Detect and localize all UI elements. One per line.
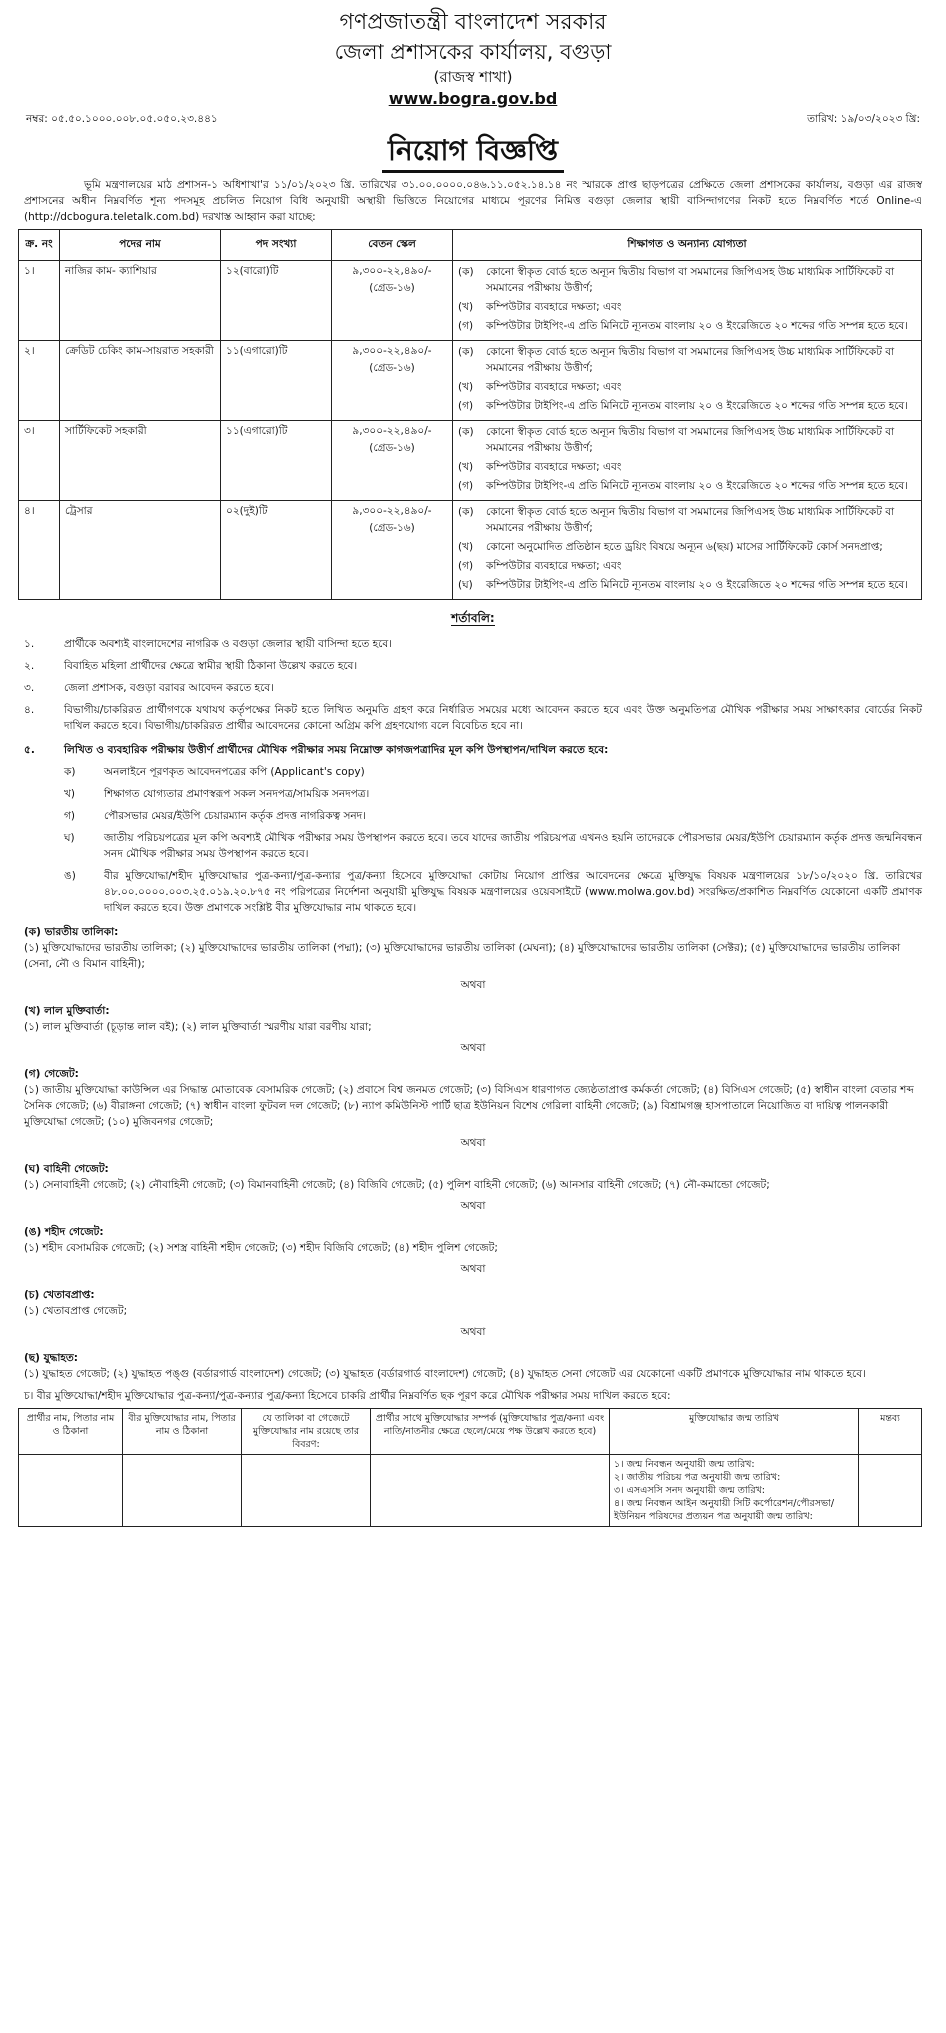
term-number: ২.	[24, 660, 35, 672]
terms-title: শর্তাবলি:	[451, 611, 495, 625]
qualification-key: (ক)	[458, 266, 474, 278]
form-col-applicant: প্রার্থীর নাম, পিতার নাম ও ঠিকানা	[19, 1409, 123, 1455]
col-post: পদের নাম	[60, 230, 221, 261]
evidence-group-title: (ঘ) বাহিনী গেজেট:	[24, 1163, 109, 1175]
document-text: জাতীয় পরিচয়পত্রের মূল কপি অবশ্যই মৌখিক পরীক্ষার সময় উপস্থাপন করতে হবে। তবে যাদের জাতীয় পরিচয়পত্র এখনও হয়নি তাদেরকে পৌরসভার মেয়র/ইউপি চেয়ারম্যান কর্তৃক প্রদত্ত জন্মনিবন্ধন সনদ মৌখিক পরীক্ষার সময় উপস্থাপন করতে হবে।	[104, 832, 922, 860]
qualification-item	[458, 558, 916, 574]
post-scale	[332, 501, 453, 600]
pay-scale: ৯,৩০০-২২,৪৯০/-	[352, 425, 432, 437]
document-key: গ)	[64, 810, 75, 822]
qualification-text: কম্পিউটার ব্যবহারে দক্ষতা; এবং	[486, 560, 622, 572]
qualification-list	[458, 264, 916, 334]
term-item	[24, 702, 922, 734]
qualification-text: কম্পিউটার ব্যবহারে দক্ষতা; এবং	[486, 381, 622, 393]
form-cell-dob	[610, 1455, 859, 1527]
qualification-key: (খ)	[458, 541, 474, 553]
dob-item: ৩। এসএসসি সনদ অনুযায়ী জন্ম তারিখ:	[614, 1485, 766, 1496]
post-count: ১২(বারো)টি	[221, 261, 332, 341]
memo-number: নম্বর: ০৫.৫০.১০০০.০০৮.০৫.০৫০.২৩.৪৪১	[26, 113, 218, 125]
qualification-item	[458, 299, 916, 315]
evidence-group-title: (খ) লাল মুক্তিবার্তা:	[24, 1005, 110, 1017]
document-key: ঘ)	[64, 832, 75, 844]
qualification-text: কোনো স্বীকৃত বোর্ড হতে অন্যূন দ্বিতীয় বিভাগ বা সমমানের জিপিএসহ উচ্চ মাধ্যমিক সার্টিফিকেট বা সমমানের পরীক্ষায় উত্তীর্ণ;	[486, 266, 895, 294]
evidence-group	[14, 1287, 932, 1319]
qualification-item	[458, 424, 916, 456]
evidence-group-text: (১) সেনাবাহিনী গেজেট; (২) নৌবাহিনী গেজেট; (৩) বিমানবাহিনী গেজেট; (৪) বিজিবি গেজেট; (৫) পুলিশ বাহিনী গেজেট; (৬) আনসার বাহিনী গেজেট; (৭) নৌ-কমান্ডো গেজেট;	[24, 1179, 770, 1191]
post-scale	[332, 421, 453, 501]
term-number: ৪.	[24, 704, 35, 716]
terms-list	[14, 636, 932, 916]
form-cell-fighter[interactable]	[123, 1455, 242, 1527]
post-serial: ৪।	[19, 501, 60, 600]
or-separator: অথবা	[460, 979, 486, 991]
post-scale	[332, 261, 453, 341]
post-count: ১১(এগারো)টি	[221, 421, 332, 501]
form-cell-list[interactable]	[242, 1455, 371, 1527]
form-cell-applicant[interactable]	[19, 1455, 123, 1527]
posts-table-header	[19, 230, 922, 261]
post-name: ট্রেসার	[60, 501, 221, 600]
evidence-group	[14, 924, 932, 972]
qualification-list	[458, 504, 916, 593]
post-count: ১১(এগারো)টি	[221, 341, 332, 421]
post-qualifications	[453, 501, 922, 600]
or-separator: অথবা	[460, 1200, 486, 1212]
document-text: পৌরসভার মেয়র/ইউপি চেয়ারম্যান কর্তৃক প্রদত্ত নাগরিকত্ব সনদ।	[104, 810, 366, 822]
post-serial: ২।	[19, 341, 60, 421]
qualification-key: (খ)	[458, 381, 474, 393]
document-item	[64, 764, 922, 780]
post-name: নাজির কাম- ক্যাশিয়ার	[60, 261, 221, 341]
notice-page	[14, 8, 932, 1527]
term-5: ৫. লিখিত ও ব্যবহারিক পরীক্ষায় উত্তীর্ণ প্রার্থীদের মৌখিক পরীক্ষার সময় নিম্নোক্ত কাগজপত্রাদির মূল কপি উপস্থাপন/দাখিল করতে হবে:	[24, 744, 609, 756]
evidence-group-text: (১) লাল মুক্তিবার্তা (চূড়ান্ত লাল বই); (২) লাল মুক্তিবার্তা স্মরণীয় যারা বরণীয় যারা;	[24, 1021, 372, 1033]
evidence-group	[14, 1350, 932, 1382]
pay-grade: (গ্রেড-১৬)	[369, 522, 415, 534]
qualification-text: কোনো স্বীকৃত বোর্ড হতে অন্যূন দ্বিতীয় বিভাগ বা সমমানের জিপিএসহ উচ্চ মাধ্যমিক সার্টিফিকেট বা সমমানের পরীক্ষায় উত্তীর্ণ;	[486, 506, 895, 534]
letterhead	[14, 8, 932, 110]
qualification-item	[458, 398, 916, 414]
post-row	[19, 261, 922, 341]
qualification-text: কম্পিউটার টাইপিং-এ প্রতি মিনিটে ন্যূনতম বাংলায় ২০ ও ইংরেজিতে ২০ শব্দের গতি সম্পন্ন হতে হবে।	[486, 400, 909, 412]
post-count: ০২(দুই)টি	[221, 501, 332, 600]
qualification-item	[458, 379, 916, 395]
form-col-list: যে তালিকা বা গেজেটে মুক্তিযোদ্ধার নাম রয়েছে তার বিবরণ:	[242, 1409, 371, 1455]
form-col-relation: প্রার্থীর সাথে মুক্তিযোদ্ধার সম্পর্ক (মুক্তিযোদ্ধার পুত্র/কন্যা এবং নাতি/নাতনীর ক্ষেত্রে ছেলে/মেয়ে পক্ষ উল্লেখ করতে হবে)	[371, 1409, 610, 1455]
pay-grade: (গ্রেড-১৬)	[369, 362, 415, 374]
document-item	[64, 786, 922, 802]
evidence-group-title: (চ) খেতাবপ্রাপ্ত:	[24, 1289, 95, 1301]
qualification-item	[458, 264, 916, 296]
term-number: ১.	[24, 638, 35, 650]
qualification-key: (ঘ)	[458, 579, 473, 591]
form-cell-relation[interactable]	[371, 1455, 610, 1527]
dob-item: ৪। জন্ম নিবন্ধন আইন অনুযায়ী সিটি কর্পোরেশন/পৌরসভা/ইউনিয়ন পরিষদের প্রত্যয়ন পত্র অনুযায়ী জন্ম তারিখ:	[614, 1498, 835, 1522]
notice-title: নিয়োগ বিজ্ঞপ্তি	[14, 132, 932, 173]
col-serial: ক্র. নং	[19, 230, 60, 261]
or-separator: অথবা	[460, 1042, 486, 1054]
post-scale	[332, 341, 453, 421]
evidence-group-text: (১) খেতাবপ্রাপ্ত গেজেট;	[24, 1305, 128, 1317]
document-key: খ)	[64, 788, 75, 800]
qualification-text: কম্পিউটার টাইপিং-এ প্রতি মিনিটে ন্যূনতম বাংলায় ২০ ও ইংরেজিতে ২০ শব্দের গতি সম্পন্ন হতে হবে।	[486, 320, 909, 332]
dob-item: ১। জন্ম নিবন্ধন অনুযায়ী জন্ম তারিখ:	[614, 1459, 755, 1470]
qualification-text: কম্পিউটার টাইপিং-এ প্রতি মিনিটে ন্যূনতম বাংলায় ২০ ও ইংরেজিতে ২০ শব্দের গতি সম্পন্ন হতে হবে।	[486, 579, 909, 591]
qualification-item	[458, 344, 916, 376]
post-name: সার্টিফিকেট সহকারী	[60, 421, 221, 501]
evidence-group	[14, 1161, 932, 1193]
post-qualifications	[453, 341, 922, 421]
branch-name: (রাজস্ব শাখা)	[433, 68, 513, 86]
qualification-key: (ক)	[458, 506, 474, 518]
qualification-item	[458, 577, 916, 593]
pay-grade: (গ্রেড-১৬)	[369, 442, 415, 454]
document-text: বীর মুক্তিযোদ্ধা/শহীদ মুক্তিযোদ্ধার পুত্র-কন্যা/পুত্র-কন্যার পুত্র/কন্যা হিসেবে মুক্তিযোদ্ধা কোটায় নিয়োগ প্রাপ্তির আবেদনের ক্ষেত্রে মুক্তিযুদ্ধ বিষয়ক মন্ত্রণালয়ের ১৮/১০/২০২০ খ্রি. তারিখের ৪৮.০০.০০০০.০০৩.২৫.০১৯.২০.৮৭৫ নং পরিপত্রের নির্দেশনা অনুযায়ী মুক্তিযুদ্ধ বিষয়ক মন্ত্রণালয়ের ওয়েবসাইটে (www.molwa.gov.bd) সংরক্ষিত/প্রকাশিত নিম্নবর্ণিত যেকোনো একটি প্রমাণক দাখিল করতে হবে। উক্ত প্রমাণকে সংশ্লিষ্ট বীর মুক্তিযোদ্ধার নাম থাকতে হবে।	[104, 870, 922, 914]
document-item	[64, 868, 922, 916]
evidence-group-text: (১) মুক্তিযোদ্ধাদের ভারতীয় তালিকা; (২) মুক্তিযোদ্ধাদের ভারতীয় তালিকা (পদ্মা); (৩) মুক্তিযোদ্ধাদের ভারতীয় তালিকা (মেঘনা); (৪) মুক্তিযোদ্ধাদের ভারতীয় তালিকা (সেক্টর); (৫) মুক্তিযোদ্ধাদের ভারতীয় তালিকা (সেনা, নৌ ও বিমান বাহিনী);	[24, 942, 901, 970]
qualification-text: কোনো স্বীকৃত বোর্ড হতে অন্যূন দ্বিতীয় বিভাগ বা সমমানের জিপিএসহ উচ্চ মাধ্যমিক সার্টিফিকেট বা সমমানের পরীক্ষায় উত্তীর্ণ;	[486, 426, 895, 454]
memo-date: তারিখ: ১৯/০৩/২০২৩ খ্রি:	[807, 113, 920, 125]
term-text: বিভাগীয়/চাকরিরত প্রার্থীগণকে যথাযথ কর্তৃপক্ষের নিকট হতে লিখিত অনুমতি গ্রহণ করে নির্ধারিত সময়ের মধ্যে আবেদন করতে হবে এবং উক্ত অনুমতিপত্র মৌখিক পরীক্ষার সময় সাক্ষাৎকার বোর্ডের নিকট দাখিল করতে হবে। বিভাগীয়/চাকরিরত প্রার্থীর আবেদনের কোনো অগ্রিম কপি গ্রহণযোগ্য বলে বিবেচিত হবে না।	[64, 704, 922, 732]
post-row	[19, 421, 922, 501]
memo-line	[14, 110, 932, 130]
or-separator: অথবা	[460, 1137, 486, 1149]
evidence-group-text: (১) যুদ্ধাহত গেজেট; (২) যুদ্ধাহত পঙ্গু (বর্ডারগার্ড বাংলাদেশ) গেজেট; (৩) যুদ্ধাহত (বর্ডারগার্ড বাংলাদেশ) গেজেট; (৪) যুদ্ধাহত সেনা গেজেট এর যেকোনো একটি প্রমাণকে মুক্তিযোদ্ধার নাম থাকতে হবে।	[24, 1368, 866, 1380]
evidence-group	[14, 1224, 932, 1256]
form-header-row	[19, 1409, 922, 1455]
post-qualifications	[453, 261, 922, 341]
qualification-text: কোনো স্বীকৃত বোর্ড হতে অন্যূন দ্বিতীয় বিভাগ বা সমমানের জিপিএসহ উচ্চ মাধ্যমিক সার্টিফিকেট বা সমমানের পরীক্ষায় উত্তীর্ণ;	[486, 346, 895, 374]
qualification-item	[458, 318, 916, 334]
post-name: ক্রেডিট চেকিং কাম-সায়রাত সহকারী	[60, 341, 221, 421]
evidence-group-title: (ঙ) শহীদ গেজেট:	[24, 1226, 104, 1238]
post-qualifications	[453, 421, 922, 501]
qualification-text: কোনো অনুমোদিত প্রতিষ্ঠান হতে ড্রয়িং বিষয়ে অন্যূন ৬(ছয়) মাসের সার্টিফিকেট কোর্স সনদপ্রাপ্ত;	[486, 541, 883, 553]
qualification-item	[458, 539, 916, 555]
or-separator: অথবা	[460, 1263, 486, 1275]
term-text: বিবাহিত মহিলা প্রার্থীদের ক্ষেত্রে স্বামীর স্থায়ী ঠিকানা উল্লেখ করতে হবে।	[64, 660, 358, 672]
form-col-remarks: মন্তব্য	[859, 1409, 922, 1455]
post-row	[19, 501, 922, 600]
form-col-fighter: বীর মুক্তিযোদ্ধার নাম, পিতার নাম ও ঠিকানা	[123, 1409, 242, 1455]
qualification-text: কম্পিউটার ব্যবহারে দক্ষতা; এবং	[486, 301, 622, 313]
col-qualification: শিক্ষাগত ও অন্যান্য যোগ্যতা	[453, 230, 922, 261]
office-name: জেলা প্রশাসকের কার্যালয়, বগুড়া	[334, 40, 612, 64]
qualification-key: (খ)	[458, 461, 474, 473]
evidence-group-title: (ছ) যুদ্ধাহত:	[24, 1352, 79, 1364]
dob-item: ২। জাতীয় পরিচয় পত্র অনুযায়ী জন্ম তারিখ:	[614, 1472, 781, 1483]
post-serial: ১।	[19, 261, 60, 341]
freedom-fighter-form-table	[18, 1408, 922, 1527]
term-text: জেলা প্রশাসক, বগুড়া বরাবর আবেদন করতে হবে।	[64, 682, 274, 694]
term-text: প্রার্থীকে অবশ্যই বাংলাদেশের নাগরিক ও বগুড়া জেলার স্থায়ী বাসিন্দা হতে হবে।	[64, 638, 392, 650]
document-text: অনলাইনে পূরণকৃত আবেদনপত্রের কপি (Applicant's copy)	[104, 766, 365, 778]
term-item	[24, 680, 922, 696]
document-item	[64, 808, 922, 824]
qualification-key: (ক)	[458, 426, 474, 438]
evidence-group-text: (১) জাতীয় মুক্তিযোদ্ধা কাউন্সিল এর সিদ্ধান্ত মোতাবেক বেসামরিক গেজেট; (২) প্রবাসে বিশ্ব জনমত গেজেট; (৩) বিসিএস ধারণাগত জ্যেষ্ঠতাপ্রাপ্ত কর্মকর্তা গেজেট; (৪) বিসিএস গেজেট; (৫) স্বাধীন বাংলা বেতার শব্দ সৈনিক গেজেট; (৬) বীরাঙ্গনা গেজেট; (৭) স্বাধীন বাংলা ফুটবল দল গেজেট; (৮) ন্যাপ কমিউনিস্ট পার্টি ছাত্র ইউনিয়ন বিশেষ গেরিলা বাহিনী গেজেট; (৯) বিশ্রামগঞ্জ হাসপাতালে নিয়োজিত বা দায়িত্ব পালনকারী মুক্তিযোদ্ধা গেজেট; (১০) মুজিবনগর গেজেট;	[24, 1084, 914, 1128]
pay-scale: ৯,৩০০-২২,৪৯০/-	[352, 345, 432, 357]
document-item	[64, 830, 922, 862]
qualification-item	[458, 504, 916, 536]
term-item	[24, 658, 922, 674]
qualification-list	[458, 344, 916, 414]
term-item	[24, 636, 922, 652]
qualification-list	[458, 424, 916, 494]
pay-scale: ৯,৩০০-২২,৪৯০/-	[352, 505, 432, 517]
pay-grade: (গ্রেড-১৬)	[369, 282, 415, 294]
post-row	[19, 341, 922, 421]
qualification-key: (খ)	[458, 301, 474, 313]
qualification-key: (গ)	[458, 400, 474, 412]
form-cell-remarks[interactable]	[859, 1455, 922, 1527]
evidence-group	[14, 1066, 932, 1130]
qualification-text: কম্পিউটার ব্যবহারে দক্ষতা; এবং	[486, 461, 622, 473]
evidence-group-text: (১) শহীদ বেসামরিক গেজেট; (২) সশস্ত্র বাহিনী শহীদ গেজেট; (৩) শহীদ বিজিবি গেজেট; (৪) শহীদ পুলিশ গেজেট;	[24, 1242, 498, 1254]
document-text: শিক্ষাগত যোগ্যতার প্রমাণস্বরূপ সকল সনদপত্র/সাময়িক সনদপত্র।	[104, 788, 370, 800]
or-separator: অথবা	[460, 1326, 486, 1338]
col-scale: বেতন স্কেল	[332, 230, 453, 261]
evidence-group	[14, 1003, 932, 1035]
website-link[interactable]: www.bogra.gov.bd	[388, 89, 558, 108]
qualification-item	[458, 459, 916, 475]
qualification-text: কম্পিউটার টাইপিং-এ প্রতি মিনিটে ন্যূনতম বাংলায় ২০ ও ইংরেজিতে ২০ শব্দের গতি সম্পন্ন হতে হবে।	[486, 480, 909, 492]
intro-paragraph: ভূমি মন্ত্রণালয়ের মাঠ প্রশাসন-১ অধিশাখা'র ১১/০১/২০২৩ খ্রি. তারিখের ৩১.০০.০০০০.০৪৬.১১.০৫২.১৪.১৪ নং স্মারকে প্রাপ্ত ছাড়পত্রের প্রেক্ষিতে জেলা প্রশাসকের কার্যালয়, বগুড়া এর রাজস্ব প্রশাসনের অধীন নিম্নবর্ণিত শূন্য পদসমূহ প্রচলিত নিয়োগ বিধি অনুযায়ী অস্থায়ী ভিত্তিতে নিয়োগের মাধ্যমে পূরণের নিমিত্ত বগুড়া জেলার স্থায়ী বাসিন্দাগণের নিকট হতে নিম্নবর্ণিত শর্তে Online-এ (http://dcbogura.teletalk.com.bd) দরখাস্ত আহ্বান করা যাচ্ছে:	[24, 179, 922, 223]
qualification-key: (গ)	[458, 480, 474, 492]
pay-scale: ৯,৩০০-২২,৪৯০/-	[352, 265, 432, 277]
form-col-dob: মুক্তিযোদ্ধার জন্ম তারিখ	[610, 1409, 859, 1455]
qualification-key: (গ)	[458, 320, 474, 332]
qualification-item	[458, 478, 916, 494]
evidence-group-title: (ক) ভারতীয় তালিকা:	[24, 926, 119, 938]
col-count: পদ সংখ্যা	[221, 230, 332, 261]
document-key: ক)	[64, 766, 76, 778]
qualification-key: (গ)	[458, 560, 474, 572]
qualification-key: (ক)	[458, 346, 474, 358]
post-serial: ৩।	[19, 421, 60, 501]
posts-table	[18, 229, 922, 600]
term-number: ৩.	[24, 682, 35, 694]
note-cha: চ। বীর মুক্তিযোদ্ধা/শহীদ মুক্তিযোদ্ধার পুত্র-কন্যা/পুত্র-কন্যার পুত্র/কন্যা হিসেবে চাকরি প্রার্থীর নিম্নবর্ণিত ছক পূরণ করে মৌখিক পরীক্ষার সময় দাখিল করতে হবে:	[24, 1390, 671, 1402]
evidence-group-title: (গ) গেজেট:	[24, 1068, 79, 1080]
government-name: গণপ্রজাতন্ত্রী বাংলাদেশ সরকার	[339, 10, 607, 35]
document-key: ঙ)	[64, 870, 76, 882]
form-body-row	[19, 1455, 922, 1527]
